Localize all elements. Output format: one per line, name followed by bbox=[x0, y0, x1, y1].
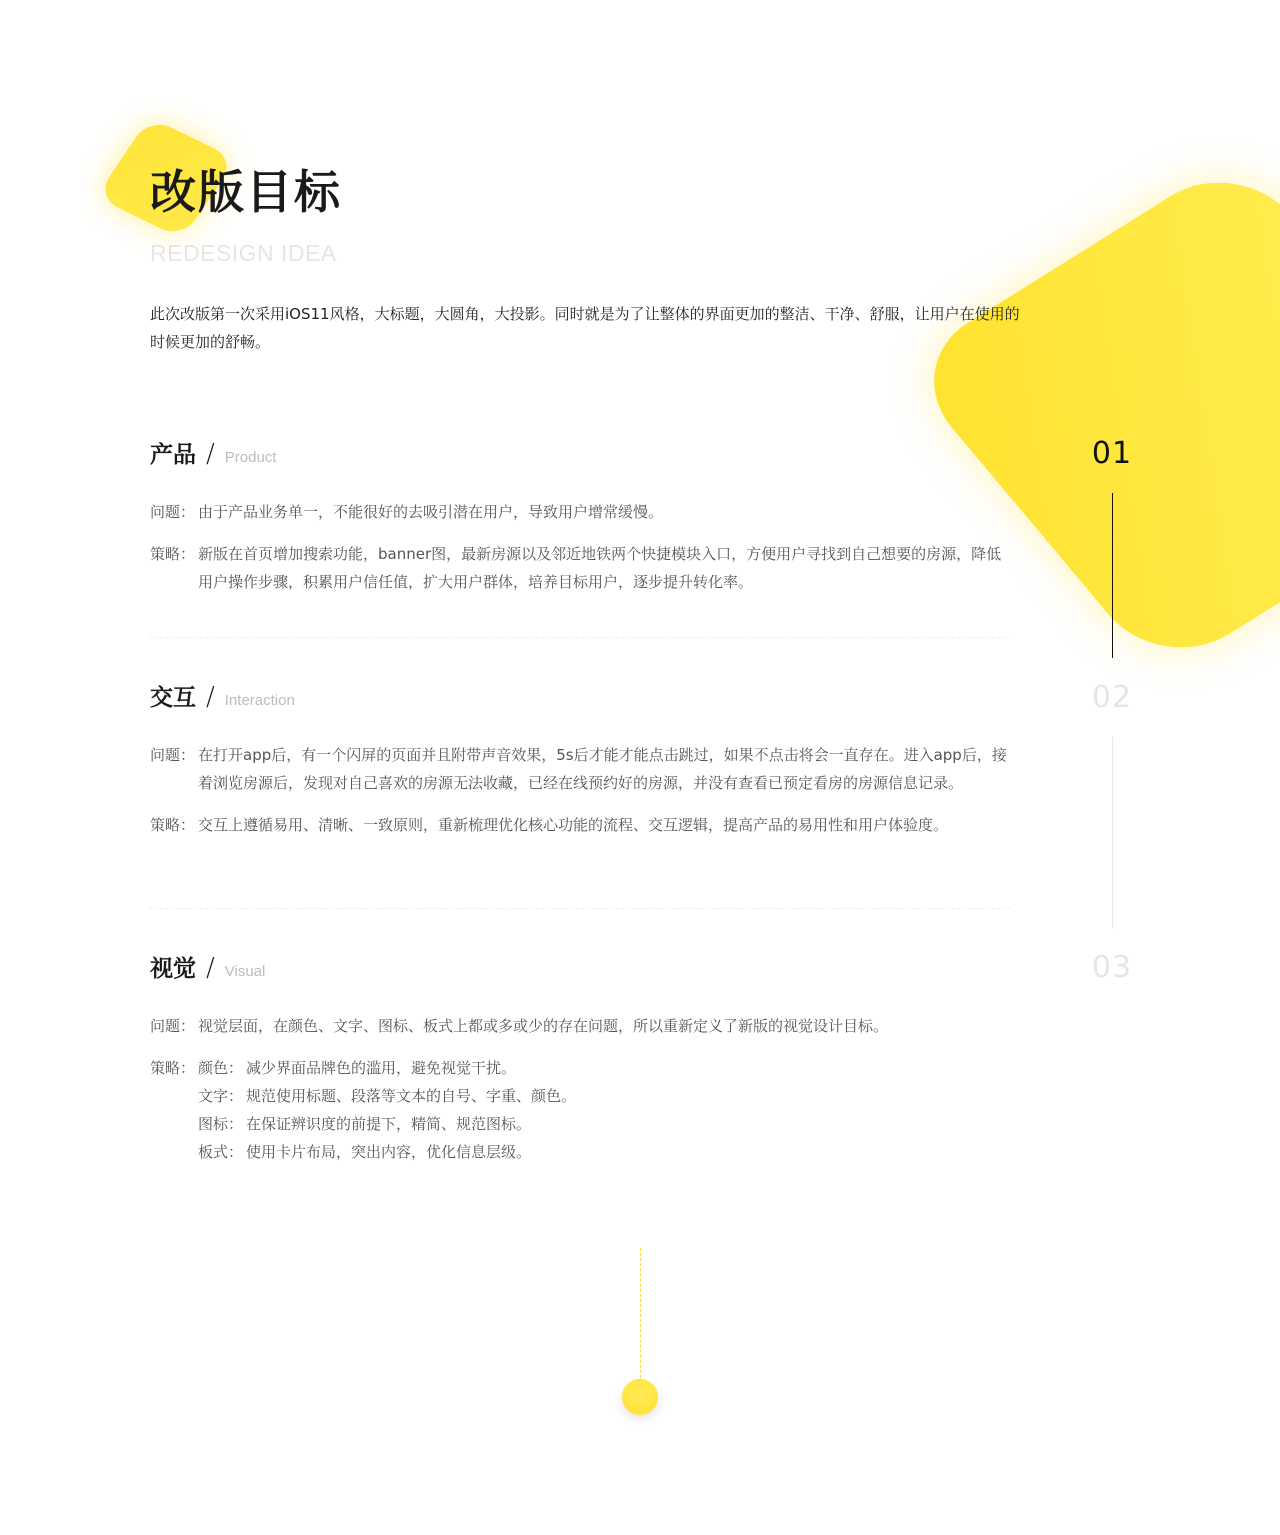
strategy-item-text: 使用卡片布局，突出内容，优化信息层级。 bbox=[246, 1143, 532, 1161]
section-heading bbox=[150, 679, 1020, 715]
problem-row bbox=[150, 498, 1020, 526]
problem-row bbox=[150, 741, 1020, 797]
problem-text: 视觉层面，在颜色、文字、图标、板式上都或多或少的存在问题，所以重新定义了新版的视觉设计目标。 bbox=[198, 1017, 889, 1035]
section-title-en: Visual bbox=[224, 963, 266, 980]
step-indicator-01[interactable]: 01 bbox=[1091, 436, 1133, 471]
section-title-cn: 视觉 bbox=[150, 956, 196, 982]
strategy-item-color bbox=[198, 1054, 1012, 1082]
problem-label: 问题： bbox=[150, 746, 196, 764]
strategy-item-text: 规范使用标题、段落等文本的自号、字重、颜色。 bbox=[246, 1087, 577, 1105]
strategy-text: 交互上遵循易用、清晰、一致原则，重新梳理优化核心功能的流程、交互逻辑，提高产品的易用性和用户体验度。 bbox=[198, 816, 949, 834]
step-indicator-03[interactable]: 03 bbox=[1091, 950, 1133, 985]
strategy-item-label: 图标： bbox=[198, 1115, 244, 1133]
dashed-connector-line bbox=[640, 1248, 641, 1378]
section-interaction bbox=[150, 679, 1020, 839]
step-indicator-02[interactable]: 02 bbox=[1091, 680, 1133, 715]
section-visual bbox=[150, 950, 1020, 1166]
strategy-item-label: 颜色： bbox=[198, 1059, 244, 1077]
section-slash: / bbox=[206, 953, 215, 983]
strategy-text: 新版在首页增加搜索功能，banner图，最新房源以及邻近地铁两个快捷模块入口，方便用户寻找到自己想要的房源，降低用户操作步骤，积累用户信任值，扩大用户群体，培养目标用户，逐步提升转化率。 bbox=[198, 545, 1002, 591]
section-slash: / bbox=[206, 682, 215, 712]
page-subtitle: REDESIGN IDEA bbox=[150, 240, 337, 266]
section-title-cn: 交互 bbox=[150, 685, 196, 711]
section-divider bbox=[150, 908, 1010, 909]
strategy-item-text: 在保证辨识度的前提下，精简、规范图标。 bbox=[246, 1115, 532, 1133]
strategy-item-label: 文字： bbox=[198, 1087, 244, 1105]
step-line-active bbox=[1112, 493, 1113, 658]
yellow-dot-indicator bbox=[622, 1379, 658, 1415]
strategy-row bbox=[150, 811, 1020, 839]
strategy-item-icon bbox=[198, 1110, 1012, 1138]
decorative-yellow-shape-large bbox=[900, 153, 1280, 676]
problem-label: 问题： bbox=[150, 503, 196, 521]
page-title: 改版目标 bbox=[150, 165, 342, 219]
section-heading bbox=[150, 436, 1020, 472]
section-title-en: Interaction bbox=[224, 692, 295, 709]
strategy-item-text: 减少界面品牌色的滥用，避免视觉干扰。 bbox=[246, 1059, 517, 1077]
strategy-list bbox=[198, 1054, 1020, 1166]
section-title-cn: 产品 bbox=[150, 442, 196, 468]
strategy-item-layout bbox=[198, 1138, 1012, 1166]
step-line-inactive bbox=[1112, 737, 1113, 929]
strategy-item-text-style bbox=[198, 1082, 1012, 1110]
problem-label: 问题： bbox=[150, 1017, 196, 1035]
section-product bbox=[150, 436, 1020, 596]
problem-text: 在打开app后，有一个闪屏的页面并且附带声音效果，5s后才能才能点击跳过，如果不点击将会一直存在。进入app后，接着浏览房源后，发现对自己喜欢的房源无法收藏，已经在线预约好的房源，并没有查看已预定看房的房源信息记录。 bbox=[198, 746, 1007, 792]
intro-paragraph: 此次改版第一次采用iOS11风格，大标题，大圆角，大投影。同时就是为了让整体的界面更加的整洁、干净、舒服，让用户在使用的时候更加的舒畅。 bbox=[150, 305, 1020, 351]
strategy-item-label: 板式： bbox=[198, 1143, 244, 1161]
section-divider bbox=[150, 637, 1010, 638]
strategy-row bbox=[150, 1054, 1020, 1166]
section-heading bbox=[150, 950, 1020, 986]
problem-text: 由于产品业务单一，不能很好的去吸引潜在用户，导致用户增常缓慢。 bbox=[198, 503, 664, 521]
section-title-en: Product bbox=[224, 449, 277, 466]
section-slash: / bbox=[206, 439, 215, 469]
strategy-row bbox=[150, 540, 1020, 596]
problem-row bbox=[150, 1012, 1020, 1040]
strategy-label: 策略： bbox=[150, 1059, 196, 1077]
strategy-label: 策略： bbox=[150, 545, 196, 563]
strategy-label: 策略： bbox=[150, 816, 196, 834]
